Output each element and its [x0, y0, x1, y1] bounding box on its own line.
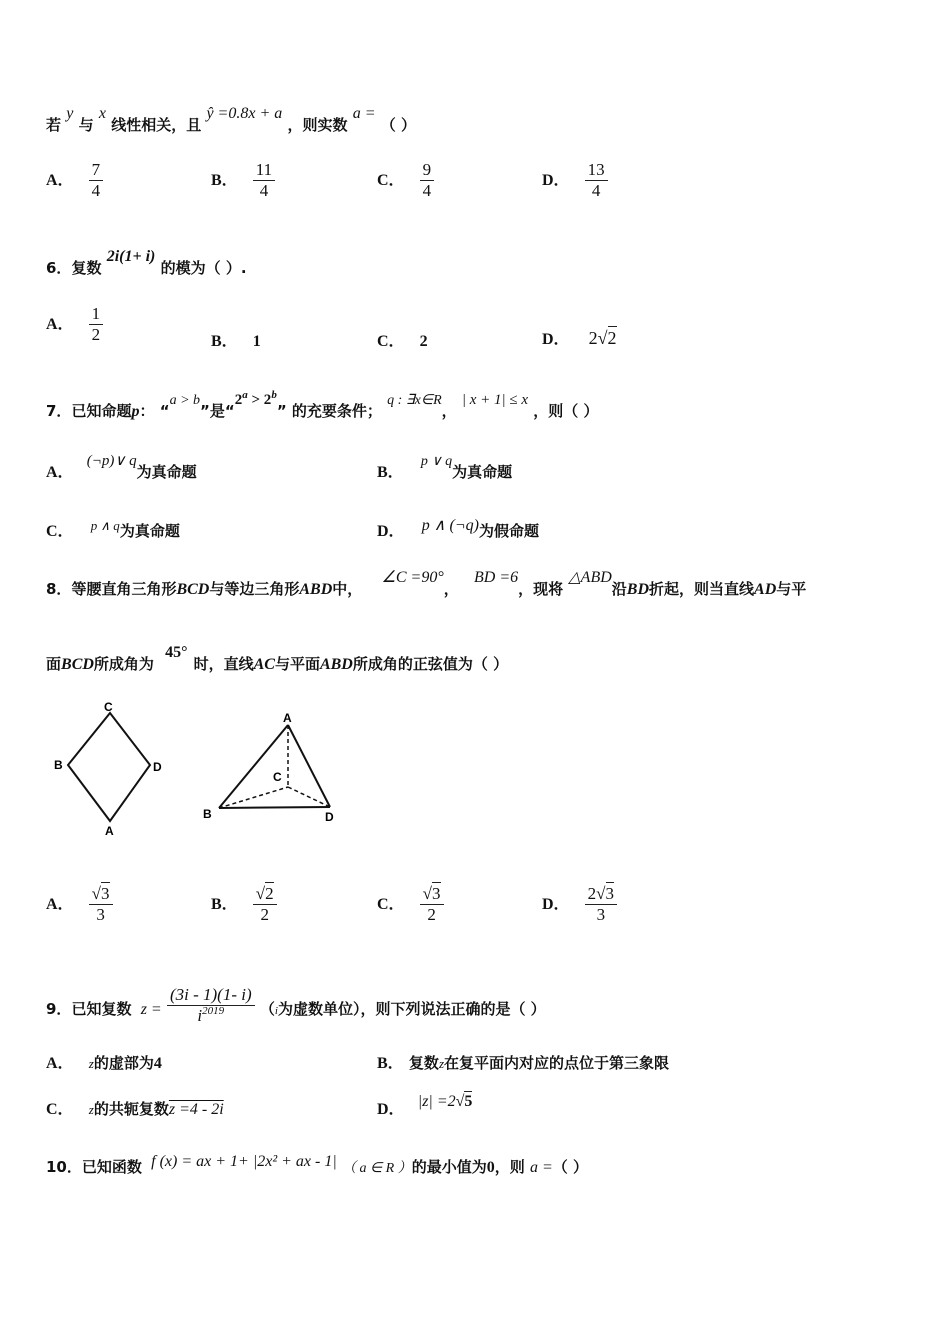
fig1-label-c: C — [104, 700, 113, 714]
q6-option-b[interactable]: B． 1 — [211, 333, 261, 350]
q8-stem-line2: 面BCD所成角为 45°时，直线AC与平面ABD所成角的正弦值为（ ） — [46, 644, 509, 673]
fig2-label-d: D — [325, 810, 334, 824]
q6-stem: 6．复数 2i(1+ i) 的模为（ ）. — [46, 248, 247, 277]
q9-option-b[interactable]: B． 复数z在复平面内对应的点位于第三象限 — [377, 1054, 670, 1072]
q7-option-b[interactable]: B． p ∨ q为真命题 — [377, 454, 513, 481]
q6-formula: 2i(1+ i) — [106, 248, 156, 265]
q5-option-b[interactable]: B． $\frac{11}{4}$ — [211, 160, 275, 201]
q7-stem: 7．已知命题p： “a > b”是“$2^a > 2^b$” 的充要条件； q : ∃x∈R， | x + 1| ≤ x ，则（ ） — [46, 389, 599, 420]
q9-option-c[interactable]: C． z的共轭复数z =4 - 2i — [46, 1100, 224, 1118]
q5-stem: 若 y 与 x 线性相关，且 ŷ =0.8x + a ，则实数 a = （ ） — [46, 105, 416, 134]
fig1-label-a: A — [105, 824, 114, 838]
q7-option-a[interactable]: A． (¬p)∨ q为真命题 — [46, 453, 197, 481]
q8-stem-line1: 8．等腰直角三角形BCD与等边三角形ABD中， ∠C =90°， BD =6，现将 △ABD沿BD折起，则当直线AD与平 — [46, 569, 807, 598]
q9-option-a[interactable]: A． z的虚部为4 — [46, 1054, 162, 1072]
q5-option-d[interactable]: D． $\frac{13}{4}$ — [542, 160, 608, 201]
fig2-label-a: A — [283, 711, 292, 725]
q7-option-c[interactable]: C． p ∧ q为真命题 — [46, 518, 180, 540]
fig2-label-c: C — [273, 770, 282, 784]
q8-option-d[interactable]: D． $\frac{2√3}{3}$ — [542, 884, 617, 925]
q8-figure-tetrahedron — [195, 705, 355, 835]
q9-option-d[interactable]: D． |z| =2√5 — [377, 1093, 473, 1118]
fig2-label-b: B — [203, 807, 212, 821]
q8-figure-square — [40, 695, 180, 845]
fig1-label-d: D — [153, 760, 162, 774]
q6-option-a[interactable]: A． $\frac{1}{2}$ — [46, 304, 103, 345]
q9-stem: 9．已知复数 z = $\frac{(3i - 1)(1- i)}{i^{2019}}$ （i为虚数单位），则下列说法正确的是（ ） — [46, 991, 546, 1028]
q9-fraction: $\frac{(3i - 1)(1- i)}{i^{2019}}$ — [167, 985, 255, 1028]
fig1-label-b: B — [54, 758, 63, 772]
q8-option-c[interactable]: C． $\frac{√3}{2}$ — [377, 884, 444, 925]
q5-option-a[interactable]: A． $\frac{7}{4}$ — [46, 160, 103, 201]
q10-stem: 10．已知函数 f (x) = ax + 1+ |2x² + ax - 1| （ a ∈ R ）的最小值为0，则 a =（ ） — [46, 1153, 589, 1176]
q6-option-d[interactable]: D． 2√2 — [542, 328, 617, 348]
q10-formula: f (x) = ax + 1+ |2x² + ax - 1| — [151, 1153, 337, 1170]
q8-option-b[interactable]: B． $\frac{√2}{2}$ — [211, 884, 277, 925]
q7-option-d[interactable]: D． p ∧ (¬q)为假命题 — [377, 517, 539, 540]
q6-option-c[interactable]: C． 2 — [377, 333, 428, 350]
q5-formula: ŷ =0.8x + a — [206, 105, 283, 122]
q5-option-c[interactable]: C． $\frac{9}{4}$ — [377, 160, 434, 201]
q8-option-a[interactable]: A． $\frac{√3}{3}$ — [46, 884, 113, 925]
